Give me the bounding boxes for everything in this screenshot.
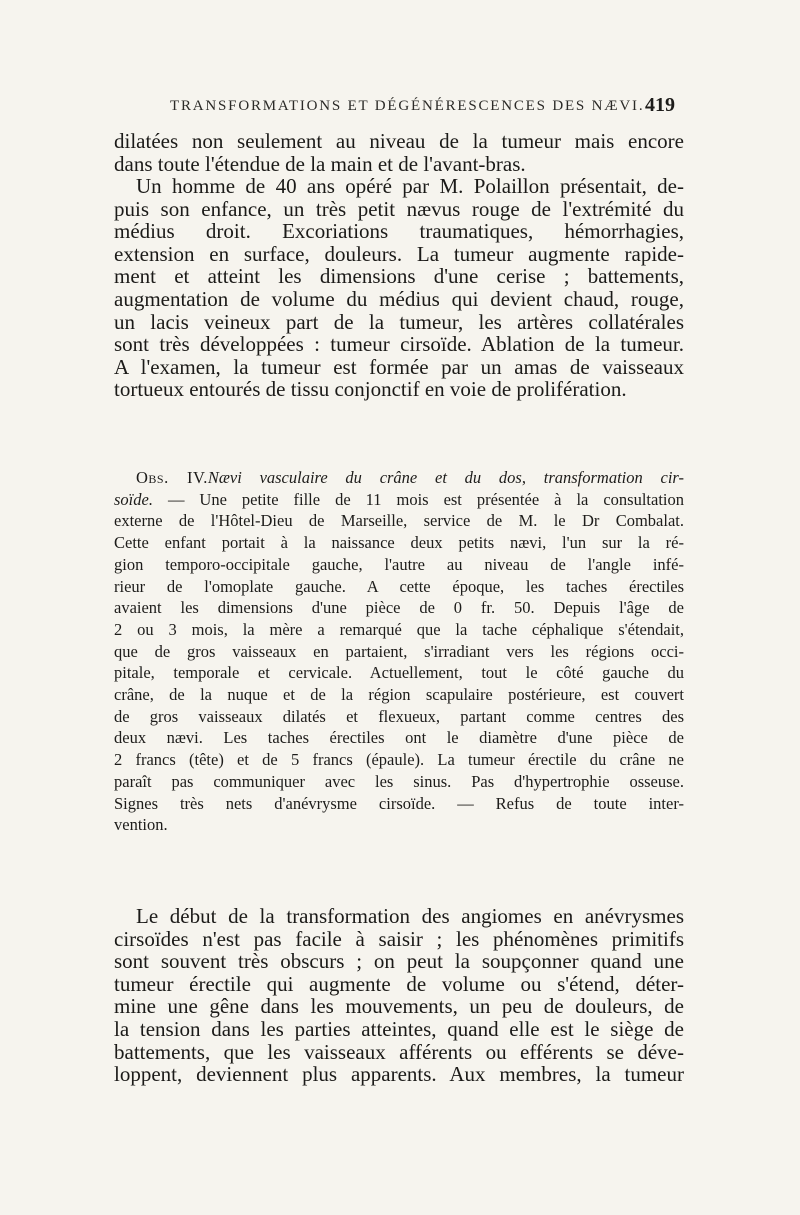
running-title: TRANSFORMATIONS ET DÉGÉNÉRESCENCES DES NÆVI. [170,98,645,114]
text-line: la tension dans les parties atteintes, quand elle est le siège de [114,1016,684,1041]
text-line: pitale, temporale et cervicale. Actuellement, tout le côté gauche du [114,663,684,683]
paragraph-case [114,175,684,401]
observation-label: Obs. IV. [136,468,208,487]
text-line: 2 ou 3 mois, la mère a remarqué que la tache céphalique s'étendait, [114,619,684,639]
text-line: mine une gêne dans les mouvements, un peu de douleurs, de [114,994,684,1019]
text-line: Le début de la transformation des angiomes en anévrysmes [136,904,684,928]
text-line: tortueux entourés de tissu conjonctif en voie de prolifération. [114,377,627,402]
paragraph-discussion [114,905,684,1086]
observation-title-line [114,467,684,489]
text-line: tumeur érectile qui augmente de volume ou s'étend, déter- [114,971,684,996]
text-line: paraît pas communiquer avec les sinus. Pas d'hypertrophie osseuse. [114,771,684,791]
observation-title-separator: , [521,468,544,487]
text-line [114,489,684,511]
text-line: externe de l'Hôtel-Dieu de Marseille, service de M. le Dr Combalat. [114,511,684,531]
page-number: 419 [645,94,675,116]
text-line: dans toute l'étendue de la main et de l'avant-bras. [114,151,526,176]
observation-title-end: soïde. [114,489,153,509]
text-line: de gros vaisseaux dilatés et flexueux, partant comme centres des [114,706,684,726]
text-line: augmentation de volume du médius qui devient chaud, rouge, [114,286,684,311]
text-line: battements, que les vaisseaux afférents ou efférents se déve- [114,1039,684,1064]
observation-title: Nævi vasculaire du crâne et du dos [207,468,522,487]
text-line: ment et atteint les dimensions d'une cerise ; battements, [114,264,684,289]
text-line: sont très développées : tumeur cirsoïde. Ablation de la tumeur. [114,332,684,357]
text-line: A l'examen, la tumeur est formée par un amas de vaisseaux [114,354,684,379]
paragraph-continuation [114,130,684,175]
text-line: dilatées non seulement au niveau de la tumeur mais encore [114,129,684,153]
text-line: avaient les dimensions d'une pièce de 0 fr. 50. Depuis l'âge de [114,598,684,618]
text-line: Un homme de 40 ans opéré par M. Polaillon présentait, de- [136,174,684,198]
text-line: Cette enfant portait à la naissance deux petits nævi, l'un sur la ré- [114,533,684,553]
text-line: gion temporo-occipitale gauche, l'autre au niveau de l'angle infé- [114,554,684,574]
observation-text-start: — Une petite fille de 11 mois est présentée à la consultation [152,489,684,509]
text-line: sont souvent très obscurs ; on peut la soupçonner quand une [114,949,684,974]
text-line: médius droit. Excoriations traumatiques, hémorrhagies, [114,219,684,244]
text-line: crâne, de la nuque et de la région scapulaire postérieure, est couvert [114,685,684,705]
text-line: cirsoïdes n'est pas facile à saisir ; les phénomènes primitifs [114,926,684,951]
observation-block [114,467,684,836]
text-line: 2 francs (tête) et de 5 francs (épaule). La tumeur érectile du crâne ne [114,750,684,770]
text-line: puis son enfance, un très petit nævus rouge de l'extrémité du [114,196,684,221]
text-line: loppent, deviennent plus apparents. Aux membres, la tumeur [114,1062,684,1087]
text-line: un lacis veineux part de la tumeur, les artères collatérales [114,309,684,334]
text-line: deux nævi. Les taches érectiles ont le diamètre d'une pièce de [114,728,684,748]
text-line: vention. [114,815,168,835]
text-line: extension en surface, douleurs. La tumeur augmente rapide- [114,241,684,266]
text-line: que de gros vaisseaux en partaient, s'irradiant vers les régions occi- [114,641,684,661]
text-line: Signes très nets d'anévrysme cirsoïde. — Refus de toute inter- [114,793,684,813]
observation-title-cont: transformation cir- [543,468,685,487]
text-line: rieur de l'omoplate gauche. A cette époque, les taches érectiles [114,576,684,596]
